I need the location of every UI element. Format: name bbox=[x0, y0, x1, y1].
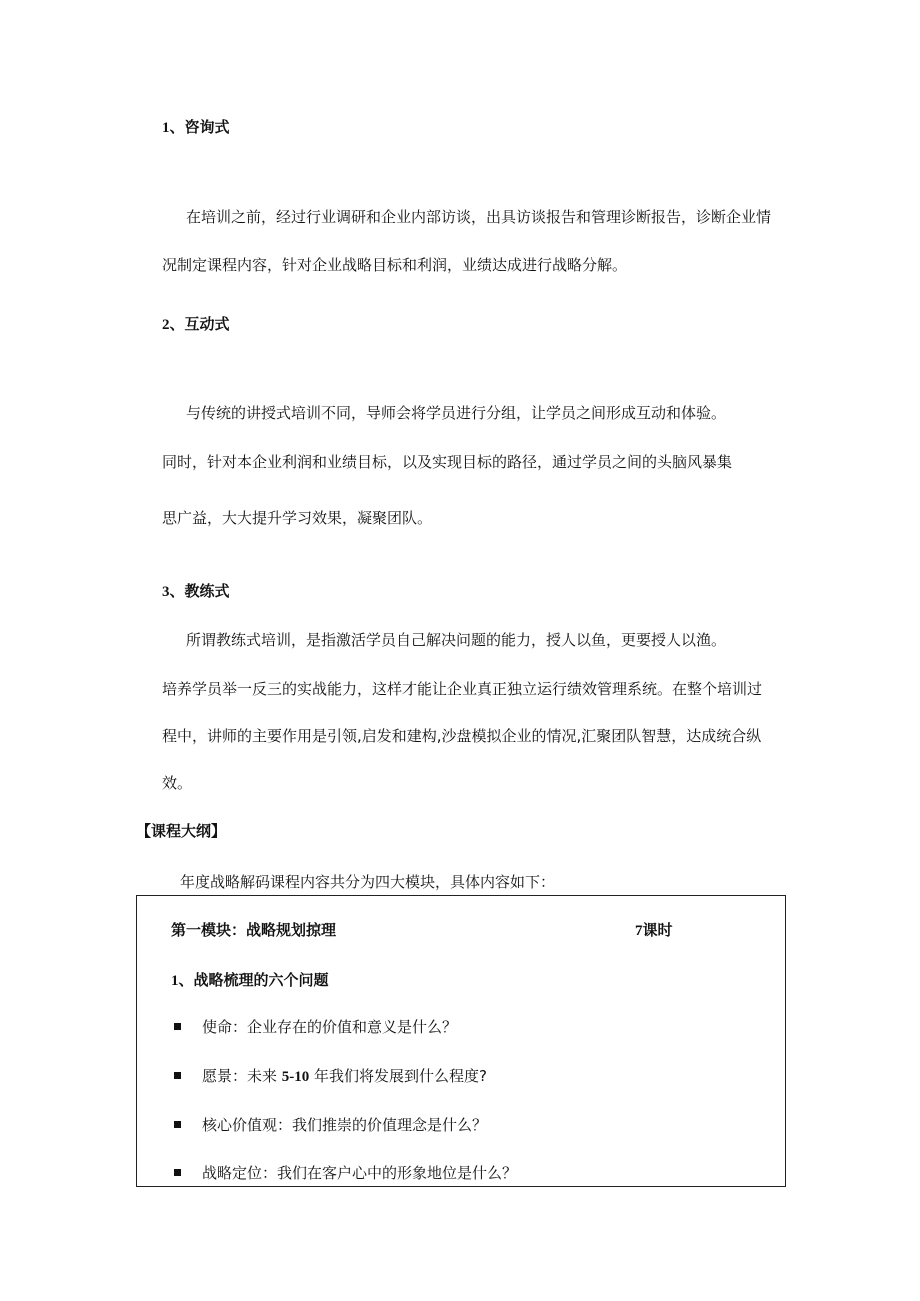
module-hours-number: 7 bbox=[635, 923, 643, 939]
section-2-separator: 、 bbox=[169, 315, 185, 333]
module-hours bbox=[635, 919, 673, 940]
section-3-line-1: 所谓教练式培训，是指激活学员自己解决问题的能力，授人以鱼，更要授人以渔。 bbox=[186, 631, 727, 649]
section-2-line-2: 同时，针对本企业利润和业绩目标，以及实现目标的路径，通过学员之间的头脑风暴集 bbox=[162, 453, 733, 471]
section-3-number: 3 bbox=[162, 584, 170, 600]
bullet-item-vision-post: 年我们将发展到什么程度? bbox=[309, 1067, 488, 1085]
section-1-line-1: 在培训之前，经过行业调研和企业内部访谈，出具访谈报告和管理诊断报告，诊断企业情 bbox=[186, 208, 772, 226]
square-bullet-icon bbox=[174, 1121, 181, 1128]
section-3-title: 教练式 bbox=[184, 582, 230, 600]
bullet-item-vision-number: 5-10 bbox=[281, 1069, 310, 1085]
module-subsection-separator: 、 bbox=[178, 971, 194, 989]
module-title: 第一模块：战略规划掠理 bbox=[171, 921, 337, 939]
square-bullet-icon bbox=[174, 1023, 181, 1030]
bullet-item-values-text: 核心价值观：我们推崇的价值理念是什么？ bbox=[202, 1116, 488, 1134]
bullet-item-mission bbox=[202, 1016, 457, 1037]
section-2-line-1: 与传统的讲授式培训不同，导师会将学员进行分组，让学员之间形成互动和体验。 bbox=[186, 404, 727, 422]
section-3-line-4: 效。 bbox=[162, 774, 193, 792]
module-subsection-heading bbox=[171, 969, 329, 990]
section-1-line-2: 况制定课程内容，针对企业战略目标和利润，业绩达成进行战略分解。 bbox=[162, 256, 628, 274]
section-3-heading bbox=[162, 580, 230, 601]
bullet-item-vision bbox=[202, 1065, 487, 1086]
module-hours-unit: 课时 bbox=[642, 921, 673, 939]
section-2-number: 2 bbox=[162, 317, 170, 333]
square-bullet-icon bbox=[174, 1072, 181, 1079]
outline-intro: 年度战略解码课程内容共分为四大模块，具体内容如下： bbox=[180, 873, 556, 891]
section-1-heading bbox=[162, 116, 230, 137]
bullet-item-mission-text: 使命：企业存在的价值和意义是什么？ bbox=[202, 1018, 458, 1036]
section-1-separator: 、 bbox=[169, 118, 185, 136]
section-1-number: 1 bbox=[162, 120, 170, 136]
section-2-title: 互动式 bbox=[184, 315, 230, 333]
section-3-line-3: 程中，讲师的主要作用是引领,启发和建构,沙盘模拟企业的情况,汇聚团队智慧，达成统合纵 bbox=[162, 727, 762, 745]
square-bullet-icon bbox=[174, 1169, 181, 1176]
module-subsection-title: 战略梳理的六个问题 bbox=[193, 971, 329, 989]
section-3-separator: 、 bbox=[169, 582, 185, 600]
section-2-heading bbox=[162, 313, 230, 334]
section-2-line-3: 思广益，大大提升学习效果，凝聚团队。 bbox=[162, 509, 433, 527]
bullet-item-vision-pre: 愿景：未来 bbox=[202, 1067, 282, 1085]
bullet-item-positioning-text: 战略定位：我们在客户心中的形象地位是什么？ bbox=[202, 1164, 518, 1182]
section-3-line-2: 培养学员举一反三的实战能力，这样才能让企业真正独立运行绩效管理系统。在整个培训过 bbox=[162, 680, 763, 698]
bullet-item-values bbox=[202, 1114, 487, 1135]
module-subsection-number: 1 bbox=[171, 973, 179, 989]
section-1-title: 咨询式 bbox=[184, 118, 230, 136]
outline-heading: 【课程大纲】 bbox=[136, 822, 227, 840]
bullet-item-positioning bbox=[202, 1162, 517, 1183]
